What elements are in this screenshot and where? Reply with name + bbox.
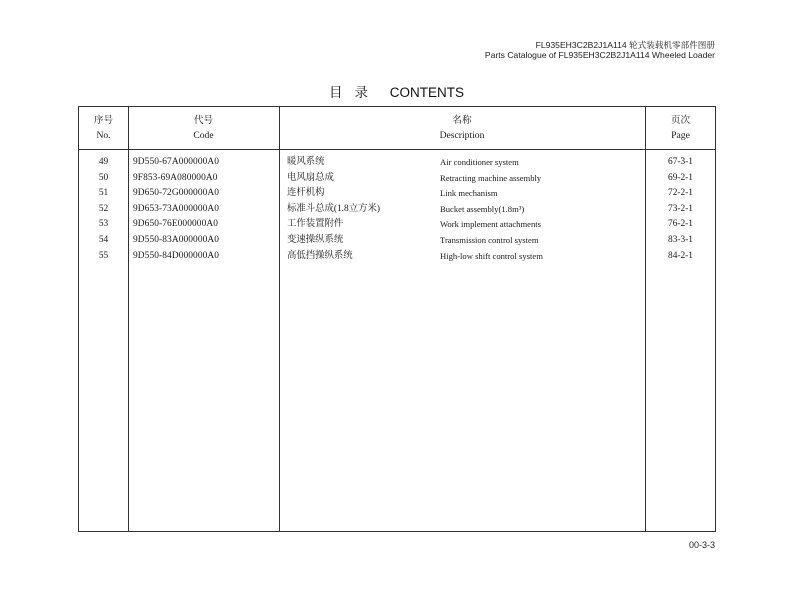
row-page: 69-2-1 bbox=[668, 172, 693, 183]
row-name-cn: 电风扇总成 bbox=[287, 172, 334, 183]
row-number: 49 bbox=[98, 157, 109, 167]
column-header-page-cn: 页次 bbox=[670, 115, 691, 126]
row-page: 76-2-1 bbox=[668, 219, 693, 230]
row-number: 52 bbox=[98, 203, 109, 214]
row-name-cn: 高低挡操纵系统 bbox=[287, 250, 353, 261]
catalogue-title-en: Parts Catalogue of FL935EH3C2B2J1A114 Wheeled Loader bbox=[484, 50, 715, 60]
row-number: 55 bbox=[98, 250, 109, 261]
table-row[interactable] bbox=[79, 186, 715, 202]
row-name-cn: 变速操纵系统 bbox=[287, 234, 344, 245]
row-code: 9D650-76E000000A0 bbox=[133, 219, 219, 230]
row-name-cn: 暖风系统 bbox=[287, 157, 325, 167]
row-number: 51 bbox=[98, 188, 109, 199]
row-name-en: Air conditioner system bbox=[440, 157, 519, 167]
page-title-cn: 目录 bbox=[328, 85, 380, 100]
table-row[interactable] bbox=[79, 155, 715, 171]
column-header-page-en: Page bbox=[671, 130, 690, 141]
table-row[interactable] bbox=[79, 202, 715, 218]
page-title-en: CONTENTS bbox=[389, 85, 464, 100]
column-header-no-en: No. bbox=[96, 130, 111, 141]
row-name-cn: 连杆机构 bbox=[287, 188, 325, 199]
page-title bbox=[0, 81, 793, 101]
row-code: 9D650-72G000000A0 bbox=[133, 188, 220, 199]
table-row[interactable] bbox=[79, 217, 715, 233]
column-header-page bbox=[645, 107, 716, 149]
row-name-en: High-low shift control system bbox=[440, 250, 543, 261]
column-header-no bbox=[79, 107, 128, 149]
column-header-code-en: Code bbox=[193, 130, 214, 141]
row-name-en: Bucket assembly(1.8m³) bbox=[440, 203, 525, 214]
table-row[interactable] bbox=[79, 249, 715, 265]
row-code: 9D550-67A000000A0 bbox=[133, 157, 220, 167]
row-number: 50 bbox=[98, 172, 109, 183]
row-code: 9F853-69A080000A0 bbox=[133, 172, 218, 183]
row-name-en: Link mechanism bbox=[440, 188, 498, 199]
table-row[interactable] bbox=[79, 233, 715, 249]
row-page: 84-2-1 bbox=[668, 250, 693, 261]
row-number: 54 bbox=[98, 234, 109, 245]
column-header-description-en: Description bbox=[439, 130, 485, 141]
row-name-en: Retracting machine assembly bbox=[440, 172, 542, 183]
column-header-code bbox=[128, 107, 279, 149]
catalogue-title-cn: FL935EH3C2B2J1A114 轮式装载机零部件图册 bbox=[535, 40, 715, 50]
column-header-code-cn: 代号 bbox=[193, 115, 214, 126]
row-code: 9D550-84D000000A0 bbox=[133, 250, 220, 261]
page-number: 00-3-3 bbox=[688, 540, 715, 550]
header-divider bbox=[79, 149, 715, 150]
column-header-description bbox=[279, 107, 645, 149]
row-name-en: Transmission control system bbox=[440, 234, 539, 245]
table-body bbox=[79, 155, 715, 264]
contents-table bbox=[78, 106, 716, 532]
row-name-cn: 标准斗总成(1.8立方米) bbox=[287, 203, 380, 214]
row-number: 53 bbox=[98, 219, 109, 230]
row-page: 67-3-1 bbox=[668, 157, 693, 167]
row-page: 83-3-1 bbox=[668, 234, 693, 245]
row-name-en: Work implement attachments bbox=[440, 219, 541, 230]
row-page: 73-2-1 bbox=[668, 203, 693, 214]
row-name-cn: 工作装置附件 bbox=[287, 219, 344, 230]
table-row[interactable] bbox=[79, 171, 715, 187]
row-page: 72-2-1 bbox=[668, 188, 693, 199]
column-header-description-cn: 名称 bbox=[452, 115, 472, 126]
row-code: 9D550-83A000000A0 bbox=[133, 234, 220, 245]
column-header-no-cn: 序号 bbox=[93, 115, 114, 126]
row-code: 9D653-73A000000A0 bbox=[133, 203, 220, 214]
